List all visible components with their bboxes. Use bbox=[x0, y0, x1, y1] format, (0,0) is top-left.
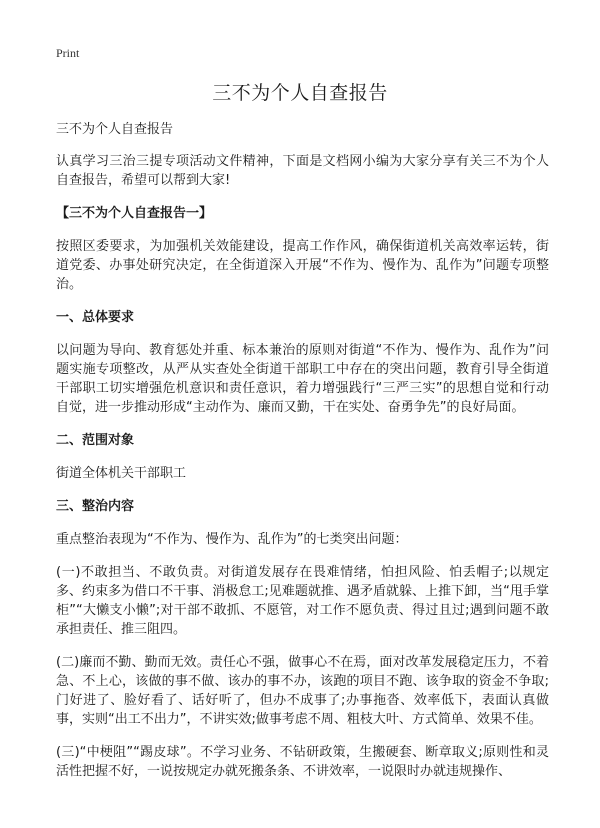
print-link[interactable]: Print bbox=[56, 46, 80, 60]
paragraph-4: 重点整治表现为“不作为、慢作为、乱作为”的七类突出问题： bbox=[56, 532, 408, 547]
paragraph-7: (三)“中梗阻”“踢皮球”。不学习业务、不钻研政策，生搬硬套、断章取义;原则性和灵活性把握不好，一说按规定办就死搬条条、不讲效率，一说限时办就违规操作、 bbox=[56, 745, 549, 779]
paragraph-6: (二)廉而不勤、勤而无效。责任心不强，做事心不在焉，面对改革发展稳定压力，不着急、不上心，该做的事不做、该办的事不办，该跑的项目不跑、该争取的资金不争取;门好进了、脸好看了、话好听了，但办不成事了;办事拖沓、效率低下，表面认真做事，实则“出工不出力”，不讲实效;做事考虑不周、粗枝大叶、方式简单、效果不佳。 bbox=[56, 655, 549, 727]
document-subtitle: 三不为个人自查报告 bbox=[56, 122, 174, 137]
paragraph-1: 按照区委要求，为加强机关效能建设，提高工作作风，确保街道机关高效率运转，街道党委、办事处研究决定，在全街道深入开展“不作为、慢作为、乱作为”问题专项整治。 bbox=[56, 239, 549, 292]
document-body bbox=[56, 120, 549, 795]
heading-rectification-content: 三、整治内容 bbox=[56, 499, 135, 514]
intro-paragraph: 认真学习三治三提专项活动文件精神，下面是文档网小编为大家分享有关三不为个人自查报告，希望可以帮到大家! bbox=[56, 154, 549, 188]
heading-general-requirements: 一、总体要求 bbox=[56, 310, 135, 325]
heading-scope: 二、范围对象 bbox=[56, 433, 135, 448]
page-title: 三不为个人自查报告 bbox=[212, 82, 388, 104]
paragraph-2: 以问题为导向、教育惩处并重、标本兼治的原则对街道“不作为、慢作为、乱作为”问题实施专项整改，从严从实查处全街道干部职工中存在的突出问题，教育引导全街道干部职工切实增强危机意识和责任意识，着力增强践行“三严三实”的思想自觉和行动自觉，进一步推动形成“主动作为、廉而又勤，干在实处、奋勇争先”的良好局面。 bbox=[56, 343, 549, 415]
section-heading: 【三不为个人自查报告一】 bbox=[56, 206, 213, 221]
paragraph-5: (一)不敢担当、不敢负责。对街道发展存在畏难情绪，怕担风险、怕丢帽子;以规定多、约束多为借口不干事、消极怠工;见难题就推、遇矛盾就躲、上推下卸，当“甩手掌柜”“大懒支小懒”;对干部不敢抓、不愿管，对工作不愿负责、得过且过;遇到问题不敢承担责任、推三阻四。 bbox=[56, 565, 549, 637]
paragraph-3: 街道全体机关干部职工 bbox=[56, 466, 187, 481]
